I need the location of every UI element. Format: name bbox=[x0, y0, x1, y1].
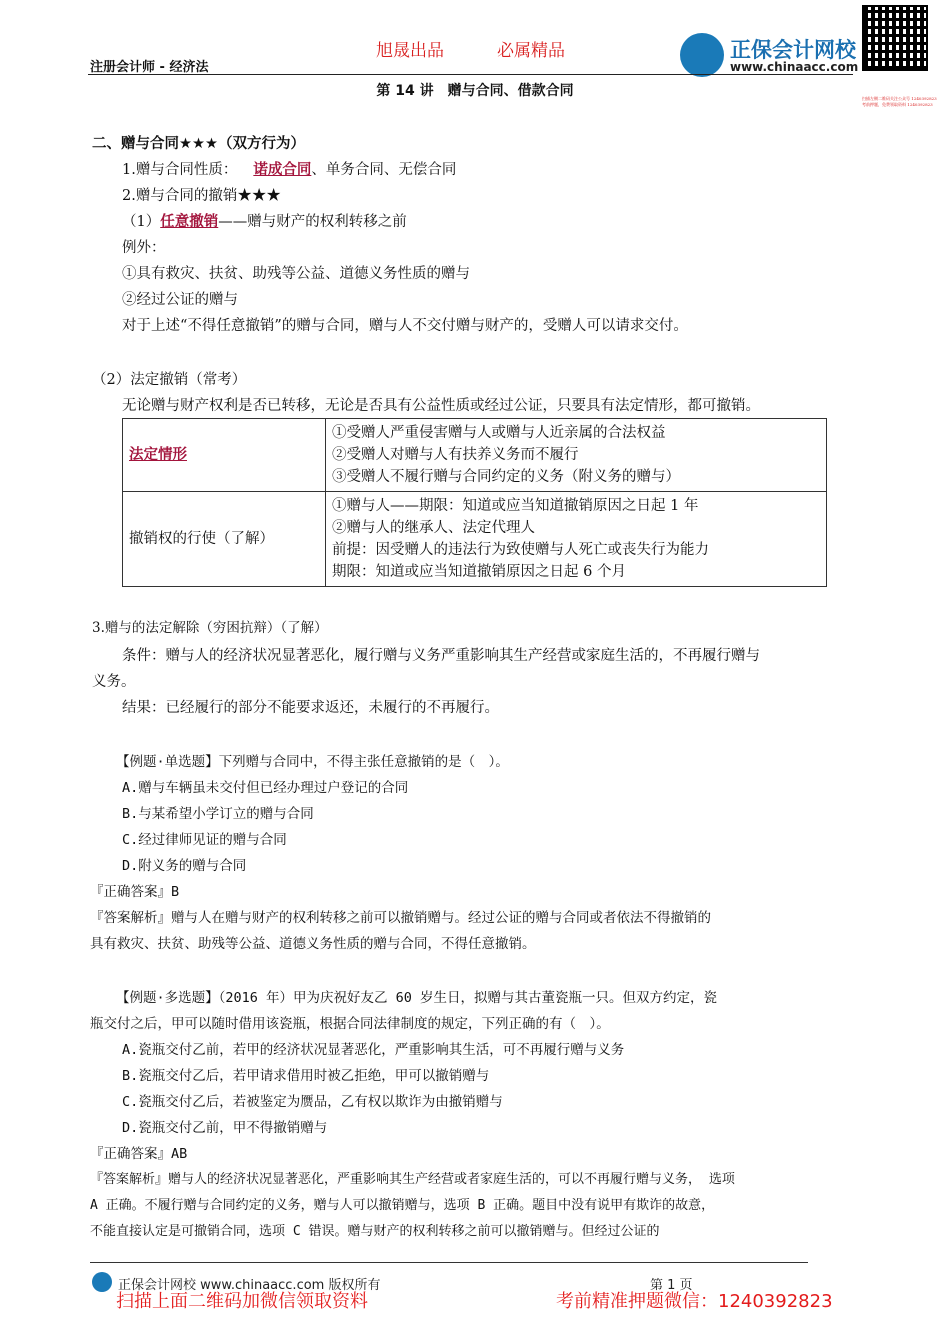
exception-2: ②经过公证的赠与 bbox=[122, 292, 238, 308]
example1-question: 【例题·单选题】下列赠与合同中，不得主张任意撤销的是（ ）。 bbox=[116, 754, 509, 770]
nature-line bbox=[122, 158, 456, 179]
row2-value: 期限：知道或应当知道撤销原因之日起 6 个月 bbox=[332, 564, 626, 580]
rescission-condition-1: 条件：赠与人的经济状况显著恶化，履行赠与义务严重影响其生产经营或家庭生活的，不再履行赠与 bbox=[122, 648, 760, 664]
footer-page-number: 第 1 页 bbox=[650, 1278, 693, 1293]
row2-value: ①赠与人——期限：知道或应当知道撤销原因之日起 1 年 bbox=[332, 498, 699, 514]
p1-highlight: 任意撤销 bbox=[160, 213, 219, 230]
rescission-heading: 3.赠与的法定解除（穷困抗辩）（了解） bbox=[92, 620, 328, 636]
row2-key: 撤销权的行使（了解） bbox=[129, 531, 274, 547]
qr-caption-1: 扫描左侧二维码关注公众号 1240392823 bbox=[862, 96, 937, 101]
example1-option: D.附义务的赠与合同 bbox=[122, 858, 247, 874]
qr-code-icon bbox=[862, 5, 928, 71]
rescission-result: 结果：已经履行的部分不能要求返还，未履行的不再履行。 bbox=[122, 700, 499, 716]
row2-value: 前提：因受赠人的违法行为致使赠与人死亡或丧失行为能力 bbox=[332, 542, 709, 558]
table-row bbox=[123, 419, 827, 492]
table-value-cell bbox=[326, 492, 827, 587]
p1-line bbox=[122, 210, 407, 231]
table-key-cell bbox=[123, 492, 326, 587]
footer-divider bbox=[90, 1262, 808, 1263]
example1-option: B.与某希望小学订立的赠与合同 bbox=[122, 806, 314, 822]
table-value-cell bbox=[326, 419, 827, 492]
logo-name: 正保会计网校 bbox=[730, 38, 856, 62]
course-name: 注册会计师 - 经济法 bbox=[90, 60, 209, 75]
example2-question-2: 瓶交付之后，甲可以随时借用该瓷瓶，根据合同法律制度的规定，下列正确的有（ ）。 bbox=[90, 1016, 610, 1032]
brand-left: 旭晟出品 bbox=[376, 41, 444, 61]
footer-copyright: 正保会计网校 www.chinaacc.com 版权所有 bbox=[118, 1278, 381, 1293]
example1-analysis-2: 具有救灾、扶贫、助残等公益、道德义务性质的赠与合同，不得任意撤销。 bbox=[90, 936, 536, 952]
table-key-cell bbox=[123, 419, 326, 492]
p2-heading: （2）法定撤销（常考） bbox=[92, 372, 247, 388]
example2-option: C.瓷瓶交付乙后，若被鉴定为赝品，乙有权以欺诈为由撤销赠与 bbox=[122, 1094, 503, 1110]
example2-option: B.瓷瓶交付乙后，若甲请求借用时被乙拒绝，甲可以撤销赠与 bbox=[122, 1068, 490, 1084]
example2-analysis-2: A 正确。不履行赠与合同约定的义务，赠与人可以撤销赠与，选项 B 正确。题目中没有说甲有欺诈的故意， bbox=[90, 1198, 715, 1213]
p2-text: 无论赠与财产权利是否已转移，无论是否具有公益性质或经过公证，只要具有法定情形，都可撤销。 bbox=[122, 398, 760, 414]
example2-question-1: 【例题·多选题】（2016 年）甲为庆祝好友乙 60 岁生日，拟赠与其古董瓷瓶一只。但双方约定，瓷 bbox=[116, 990, 718, 1006]
nature-prefix: 1.赠与合同性质： bbox=[122, 162, 238, 178]
p1-prefix: （1） bbox=[122, 214, 161, 230]
example1-analysis-1: 『答案解析』赠与人在赠与财产的权利转移之前可以撤销赠与。经过公证的赠与合同或者依法不得撤销的 bbox=[90, 910, 711, 926]
exception-label: 例外： bbox=[122, 240, 166, 256]
brand-right: 必属精品 bbox=[497, 41, 565, 61]
example1-answer: 『正确答案』B bbox=[90, 884, 180, 900]
row1-value: ②受赠人对赠与人有扶养义务而不履行 bbox=[332, 447, 579, 463]
rescission-condition-2: 义务。 bbox=[92, 674, 136, 690]
example1-option: C.经过律师见证的赠与合同 bbox=[122, 832, 287, 848]
exception-note: 对于上述“不得任意撤销”的赠与合同，赠与人不交付赠与财产的，受赠人可以请求交付。 bbox=[122, 318, 688, 334]
header-divider bbox=[88, 74, 853, 75]
logo-icon bbox=[680, 33, 724, 77]
row1-key: 法定情形 bbox=[129, 446, 187, 463]
example2-analysis-1: 『答案解析』赠与人的经济状况显著恶化，严重影响其生产经营或者家庭生活的，可以不再履行赠与义务， 选项 bbox=[90, 1172, 735, 1187]
revoke-heading: 2.赠与合同的撤销★★★ bbox=[122, 188, 281, 204]
nature-highlight: 诺成合同 bbox=[253, 161, 312, 178]
p1-suffix: ——赠与财产的权利转移之前 bbox=[218, 214, 407, 230]
example2-answer: 『正确答案』AB bbox=[90, 1146, 188, 1162]
lecture-title: 第 14 讲 赠与合同、借款合同 bbox=[376, 83, 574, 99]
example2-option: D.瓷瓶交付乙前，甲不得撤销赠与 bbox=[122, 1120, 328, 1136]
row2-value: ②赠与人的继承人、法定代理人 bbox=[332, 520, 535, 536]
row1-value: ①受赠人严重侵害赠与人或赠与人近亲属的合法权益 bbox=[332, 425, 666, 441]
example1-option: A.赠与车辆虽未交付但已经办理过户登记的合同 bbox=[122, 780, 409, 796]
revocation-table bbox=[122, 418, 827, 587]
qr-caption-2: 考前押题，免费领取资料 1240392823 bbox=[862, 102, 933, 107]
exception-1: ①具有救灾、扶贫、助残等公益、道德义务性质的赠与 bbox=[122, 266, 470, 282]
footer-logo-icon bbox=[92, 1272, 112, 1292]
section-heading: 二、赠与合同★★★（双方行为） bbox=[92, 136, 305, 152]
promo-left: 扫描上面二维码加微信领取资料 bbox=[116, 1291, 368, 1312]
logo-url: www.chinaacc.com bbox=[730, 60, 859, 74]
row1-value: ③受赠人不履行赠与合同约定的义务（附义务的赠与） bbox=[332, 469, 680, 485]
promo-right: 考前精准押题微信：1240392823 bbox=[556, 1291, 833, 1312]
example2-analysis-3: 不能直接认定是可撤销合同，选项 C 错误。赠与财产的权利转移之前可以撤销赠与。但经过公证的 bbox=[90, 1224, 660, 1239]
nature-suffix: 、单务合同、无偿合同 bbox=[311, 162, 457, 178]
table-row bbox=[123, 492, 827, 587]
example2-option: A.瓷瓶交付乙前，若甲的经济状况显著恶化，严重影响其生活，可不再履行赠与义务 bbox=[122, 1042, 625, 1058]
